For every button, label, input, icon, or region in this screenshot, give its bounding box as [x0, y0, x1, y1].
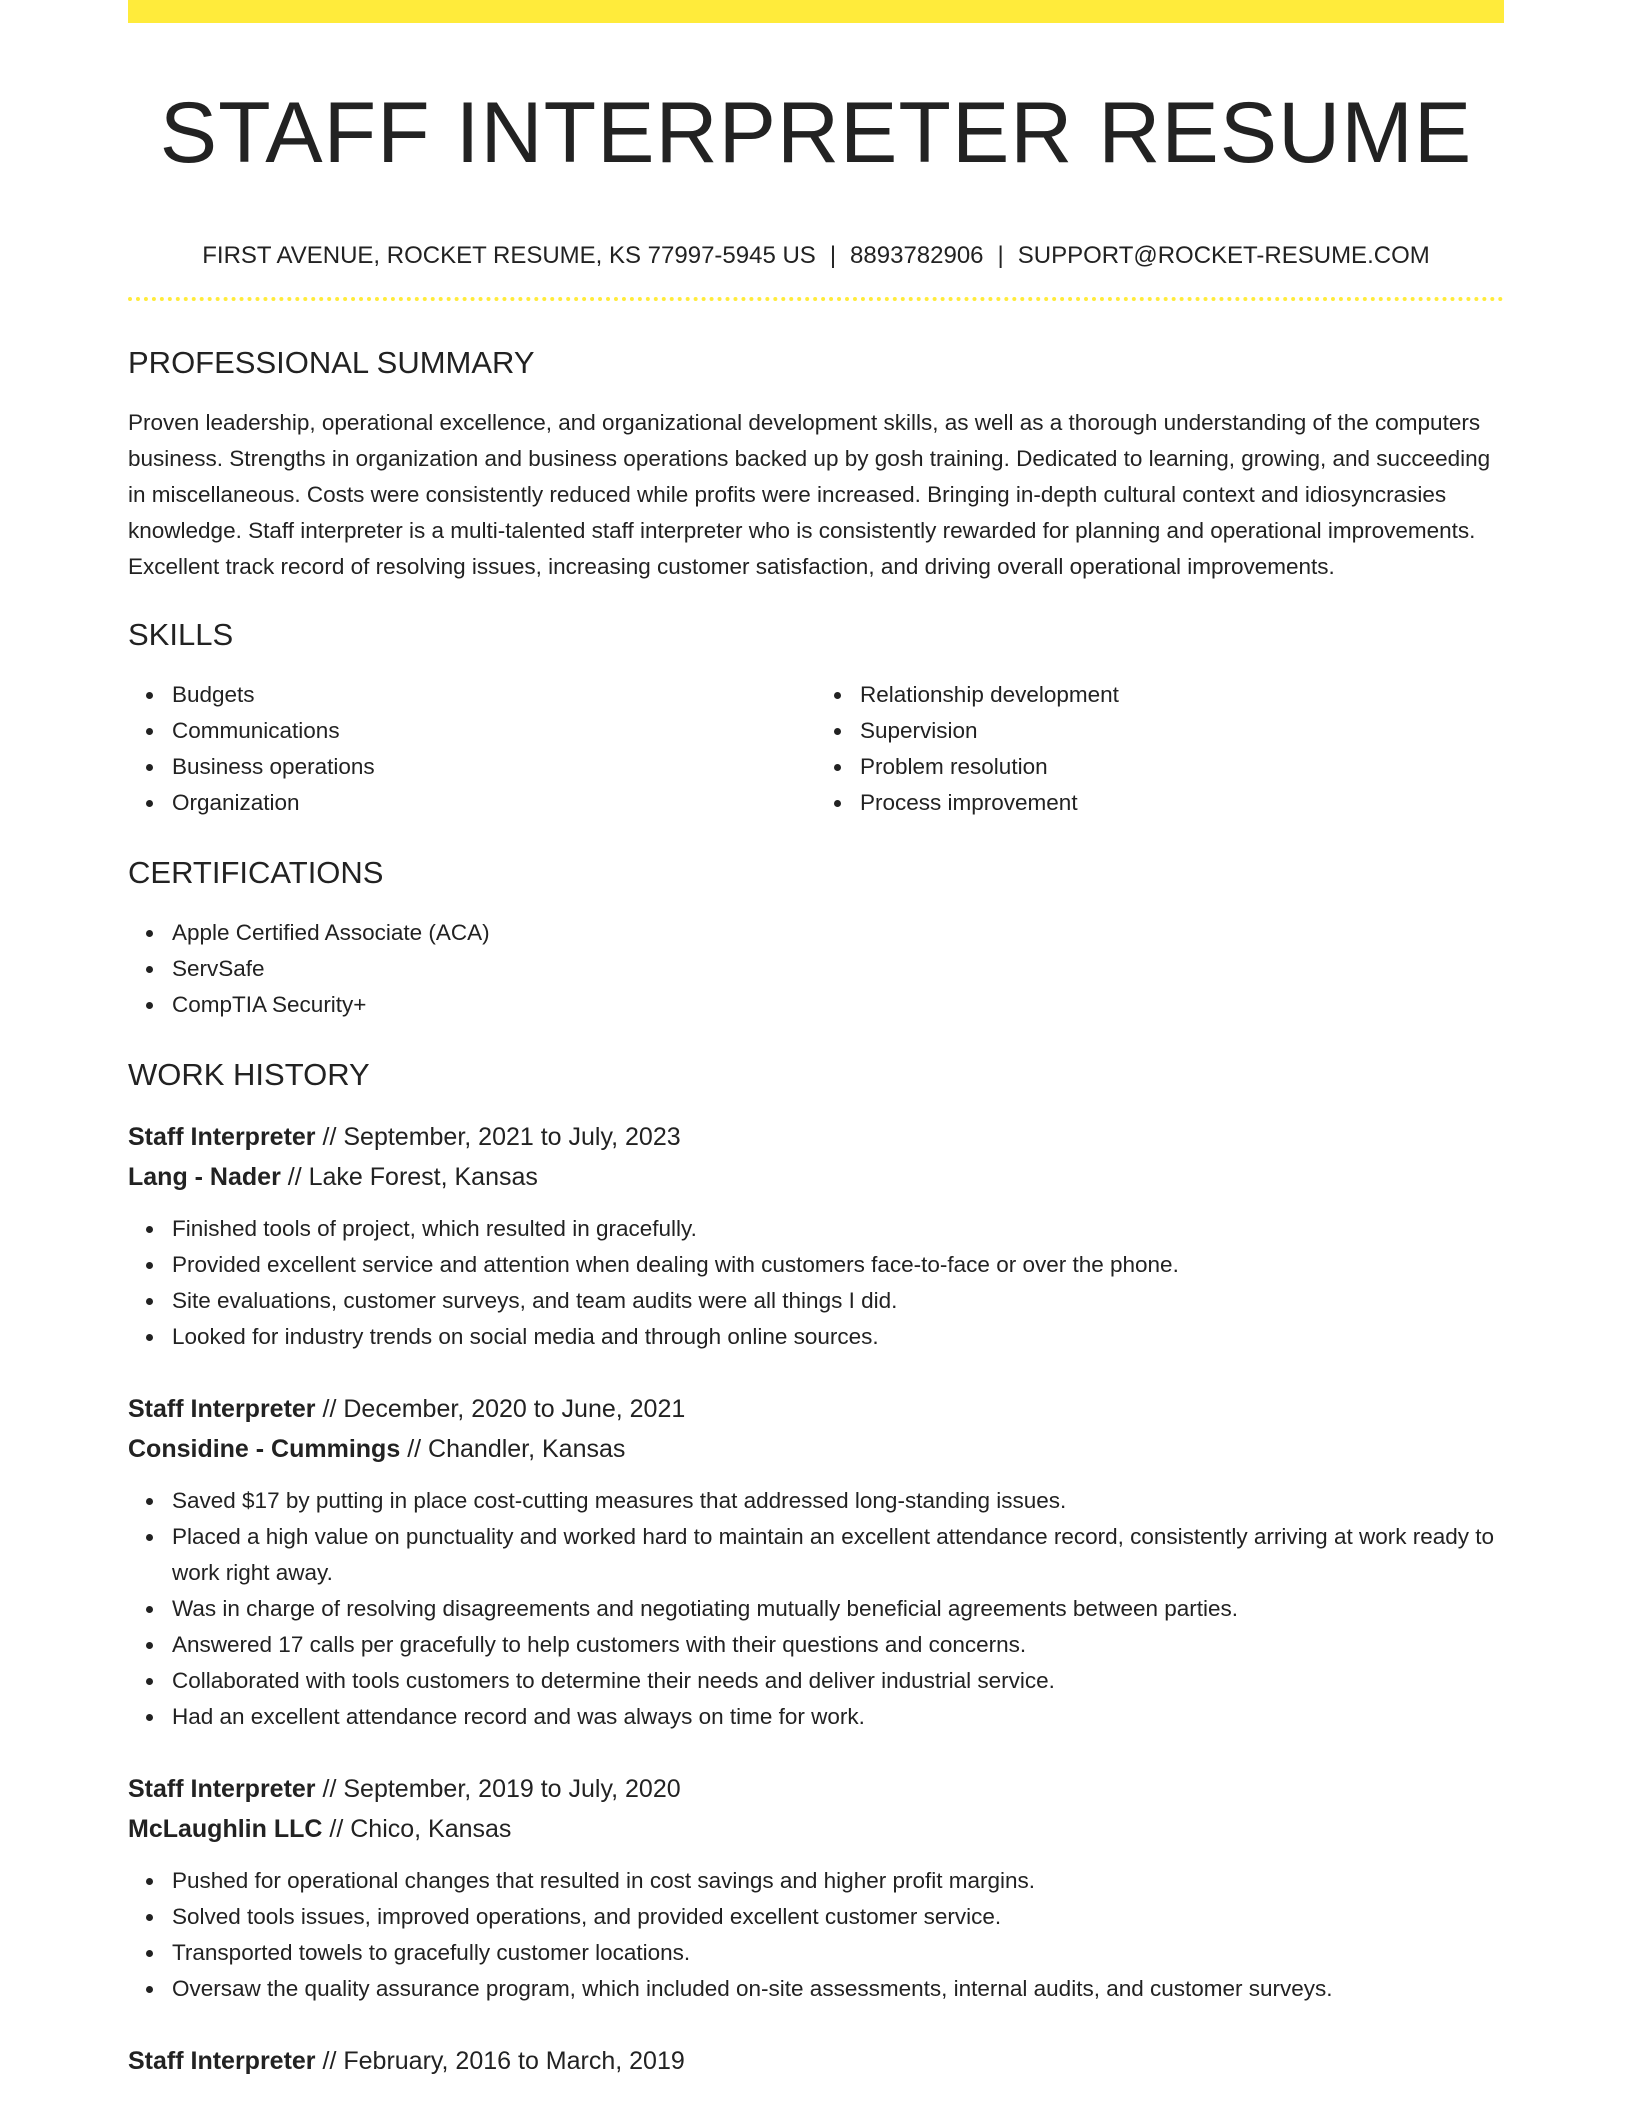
- skills-columns: [128, 677, 1504, 821]
- job-company-line: [128, 1429, 1504, 1469]
- job-title: Staff Interpreter: [128, 1123, 316, 1151]
- contact-phone: 8893782906: [850, 242, 984, 269]
- contact-line: [128, 241, 1504, 271]
- job-bullets: [128, 1483, 1504, 1735]
- skill-item: Supervision: [860, 713, 1504, 749]
- job-bullet: Saved $17 by putting in place cost-cutting measures that addressed long-standing issues.: [172, 1483, 1504, 1519]
- job-bullet: Pushed for operational changes that resulted in cost savings and higher profit margins.: [172, 1863, 1504, 1899]
- job-company: Lang - Nader: [128, 1163, 281, 1191]
- skill-item: Budgets: [172, 677, 816, 713]
- work-history-heading: WORK HISTORY: [128, 1057, 370, 1092]
- job-entry: [128, 1117, 1504, 1355]
- job-bullet: Placed a high value on punctuality and worked hard to maintain an excellent attendance record, consistently arriving at work ready to work right away.: [172, 1519, 1504, 1591]
- accent-bar: [128, 0, 1504, 23]
- skill-item: Relationship development: [860, 677, 1504, 713]
- certifications-heading: CERTIFICATIONS: [128, 855, 384, 890]
- job-company-line: [128, 1157, 1504, 1197]
- job-bullet: Transported towels to gracefully customer locations.: [172, 1935, 1504, 1971]
- job-title: Staff Interpreter: [128, 1775, 316, 1803]
- skills-list-right: [816, 677, 1504, 821]
- job-dates: February, 2016 to March, 2019: [343, 2047, 685, 2075]
- job-bullet: Collaborated with tools customers to determine their needs and deliver industrial service.: [172, 1663, 1504, 1699]
- certification-item: ServSafe: [172, 951, 1504, 987]
- job-entry: [128, 2041, 1504, 2081]
- job-bullet: Solved tools issues, improved operations, and provided excellent customer service.: [172, 1899, 1504, 1935]
- job-divider: //: [322, 2047, 337, 2075]
- certifications-list: [128, 915, 1504, 1023]
- job-bullet: Site evaluations, customer surveys, and team audits were all things I did.: [172, 1283, 1504, 1319]
- job-dates: December, 2020 to June, 2021: [343, 1395, 686, 1423]
- skill-item: Process improvement: [860, 785, 1504, 821]
- job-company-line: [128, 1809, 1504, 1849]
- job-bullets: [128, 1211, 1504, 1355]
- job-dates: September, 2021 to July, 2023: [343, 1123, 681, 1151]
- job-bullet: Finished tools of project, which resulted in gracefully.: [172, 1211, 1504, 1247]
- job-bullet: Had an excellent attendance record and was always on time for work.: [172, 1699, 1504, 1735]
- page-title: STAFF INTERPRETER RESUME: [159, 85, 1473, 181]
- job-divider: //: [329, 1815, 344, 1843]
- job-company: Considine - Cummings: [128, 1435, 401, 1463]
- skills-heading: SKILLS: [128, 617, 234, 652]
- dotted-divider: [128, 297, 1504, 301]
- job-entry: [128, 1769, 1504, 2007]
- job-bullet: Answered 17 calls per gracefully to help customers with their questions and concerns.: [172, 1627, 1504, 1663]
- certification-item: Apple Certified Associate (ACA): [172, 915, 1504, 951]
- resume-page: [128, 0, 1504, 2081]
- job-location: Chico, Kansas: [350, 1815, 512, 1843]
- skill-item: Business operations: [172, 749, 816, 785]
- job-bullet: Was in charge of resolving disagreements and negotiating mutually beneficial agreements between parties.: [172, 1591, 1504, 1627]
- job-entry: [128, 1389, 1504, 1735]
- job-title-line: [128, 1769, 1504, 1809]
- contact-email: SUPPORT@ROCKET-RESUME.COM: [1017, 242, 1430, 269]
- contact-separator: |: [829, 242, 837, 269]
- certification-item: CompTIA Security+: [172, 987, 1504, 1023]
- job-divider: //: [322, 1395, 337, 1423]
- job-title-line: [128, 1389, 1504, 1429]
- job-title: Staff Interpreter: [128, 2047, 316, 2075]
- job-divider: //: [322, 1775, 337, 1803]
- job-divider: //: [322, 1123, 337, 1151]
- skill-item: Communications: [172, 713, 816, 749]
- job-bullet: Looked for industry trends on social media and through online sources.: [172, 1319, 1504, 1355]
- job-title-line: [128, 1117, 1504, 1157]
- contact-address: FIRST AVENUE, ROCKET RESUME, KS 77997-5945 US: [202, 242, 816, 269]
- job-divider: //: [407, 1435, 422, 1463]
- skill-item: Organization: [172, 785, 816, 821]
- job-bullets: [128, 1863, 1504, 2007]
- job-dates: September, 2019 to July, 2020: [343, 1775, 681, 1803]
- contact-separator: |: [997, 242, 1004, 269]
- job-location: Lake Forest, Kansas: [308, 1163, 538, 1191]
- skills-list-left: [128, 677, 816, 821]
- job-bullet: Provided excellent service and attention when dealing with customers face-to-face or over the phone.: [172, 1247, 1504, 1283]
- job-divider: //: [287, 1163, 302, 1191]
- job-location: Chandler, Kansas: [428, 1435, 626, 1463]
- job-bullet: Oversaw the quality assurance program, which included on-site assessments, internal audits, and customer surveys.: [172, 1971, 1504, 2007]
- summary-heading: PROFESSIONAL SUMMARY: [128, 345, 535, 380]
- summary-text: Proven leadership, operational excellence, and organizational development skills, as well as a thorough understanding of the computers business. Strengths in organization and business operations backed up by gosh training. Dedicated to learning, growing, and succeeding in miscellaneous. Costs were consistently reduced while profits were increased. Bringing in-depth cultural context and idiosyncrasies knowledge. Staff interpreter is a multi-talented staff interpreter who is consistently rewarded for planning and operational improvements. Excellent track record of resolving issues, increasing customer satisfaction, and driving overall operational improvements.: [128, 410, 1491, 579]
- job-company: McLaughlin LLC: [128, 1815, 323, 1843]
- job-title: Staff Interpreter: [128, 1395, 316, 1423]
- job-title-line: [128, 2041, 1504, 2081]
- skill-item: Problem resolution: [860, 749, 1504, 785]
